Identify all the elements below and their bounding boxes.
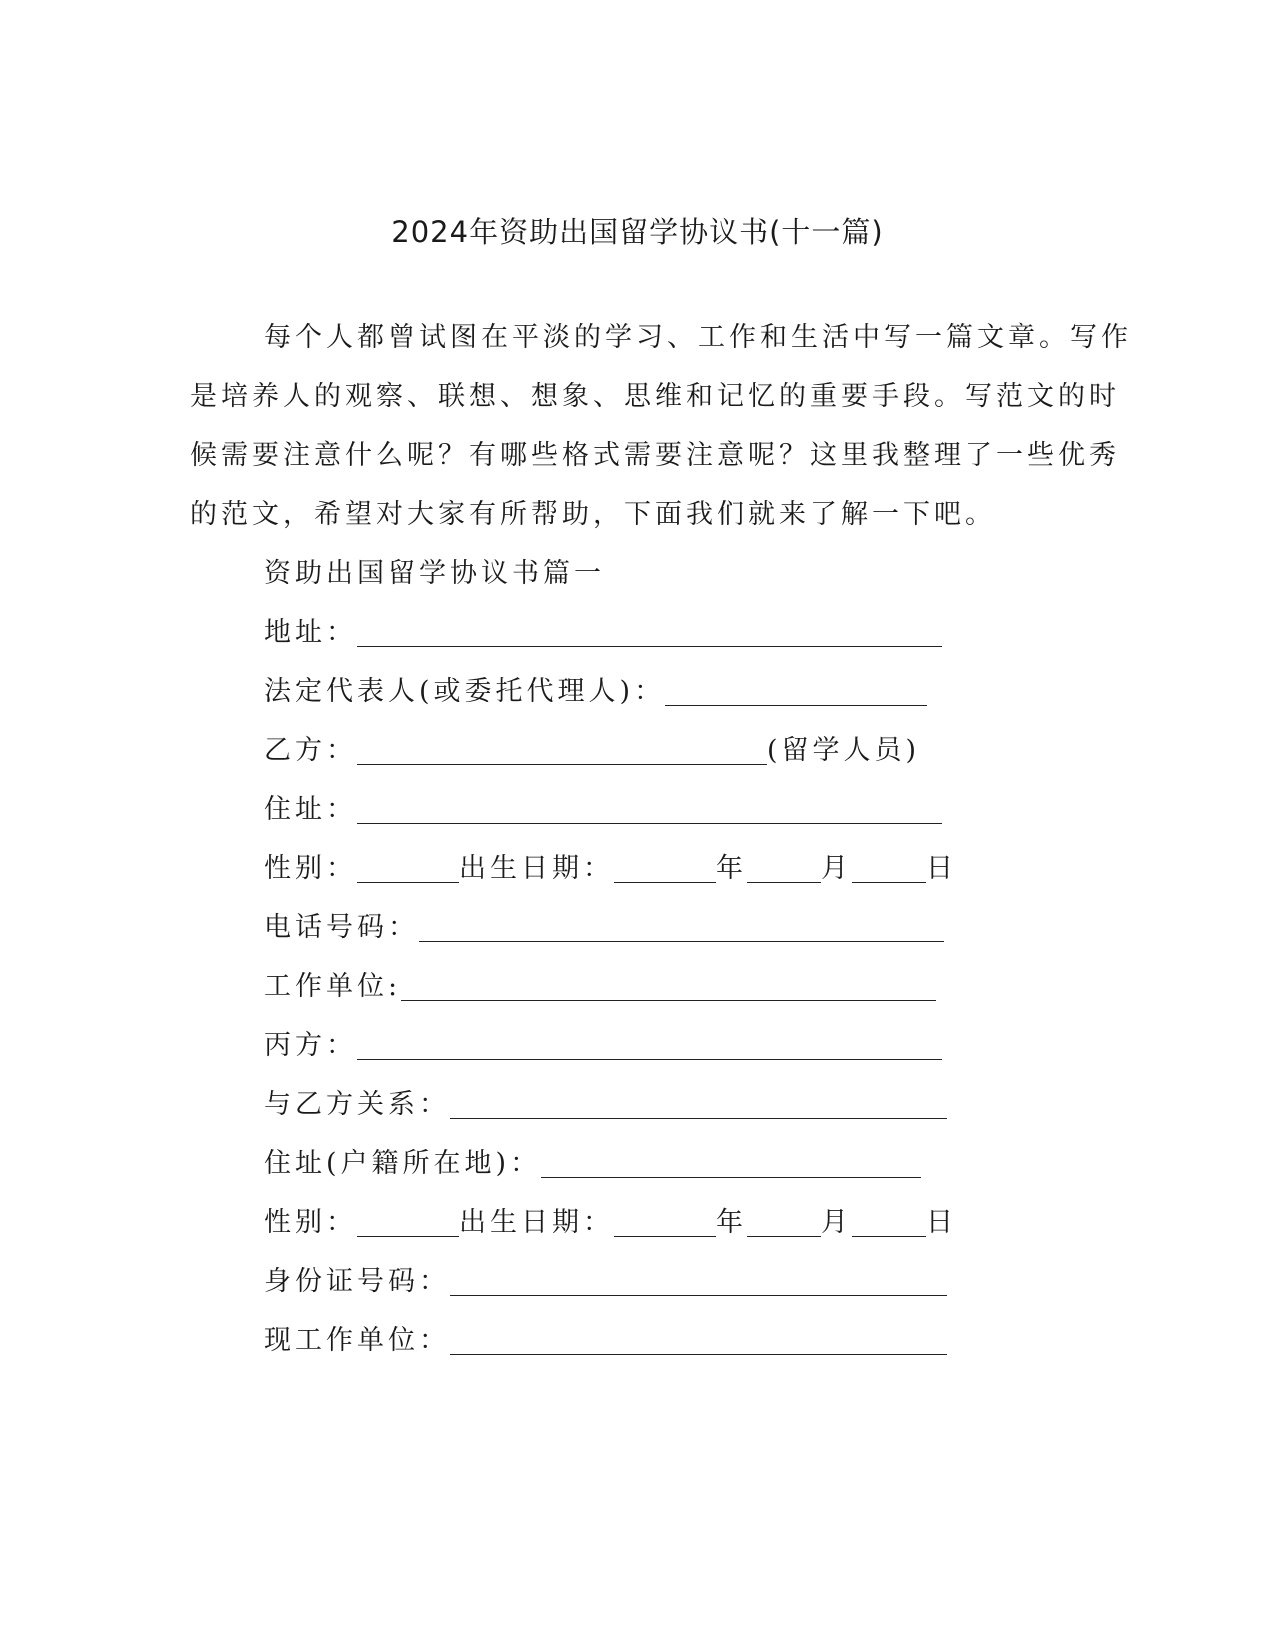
household-address-blank[interactable] <box>541 1147 921 1178</box>
year-label: 年 <box>716 853 747 884</box>
current-employer-field <box>264 1321 947 1361</box>
intro-line-2: 是培养人的观察、联想、想象、思维和记忆的重要手段。写范文的时 <box>190 381 1120 412</box>
birth-date-label-2: 出生日期： <box>459 1207 614 1238</box>
day-label: 日 <box>926 853 957 884</box>
birth-month-blank-2[interactable] <box>747 1206 821 1237</box>
relation-label: 与乙方关系： <box>264 1089 450 1120</box>
gender-blank[interactable] <box>357 852 459 883</box>
party-c-field <box>264 1026 942 1066</box>
birth-day-blank[interactable] <box>852 852 926 883</box>
party-b-blank[interactable] <box>357 734 767 765</box>
address-field <box>264 613 942 653</box>
household-address-label: 住址(户籍所在地)： <box>264 1148 542 1179</box>
party-b-note: (留学人员) <box>767 735 921 766</box>
year-label-2: 年 <box>716 1207 747 1238</box>
birth-month-blank[interactable] <box>747 852 821 883</box>
birth-year-blank[interactable] <box>614 852 716 883</box>
id-number-field <box>264 1262 947 1302</box>
legal-rep-blank[interactable] <box>665 675 927 706</box>
party-c-label: 丙方： <box>264 1030 357 1061</box>
day-label-2: 日 <box>926 1207 957 1238</box>
phone-field <box>264 908 944 948</box>
residence-blank[interactable] <box>357 793 942 824</box>
address-blank[interactable] <box>357 616 942 647</box>
id-number-blank[interactable] <box>450 1265 947 1296</box>
intro-line-4: 的范文，希望对大家有所帮助，下面我们就来了解一下吧。 <box>190 499 996 530</box>
current-employer-blank[interactable] <box>450 1324 947 1355</box>
employer-label: 工作单位: <box>264 971 402 1002</box>
month-label: 月 <box>821 853 852 884</box>
phone-blank[interactable] <box>419 911 944 942</box>
party-b-field <box>264 731 920 771</box>
legal-rep-label: 法定代表人(或委托代理人)： <box>264 676 666 707</box>
section-heading: 资助出国留学协议书篇一 <box>264 558 605 589</box>
gender-blank-2[interactable] <box>357 1206 459 1237</box>
birth-year-blank-2[interactable] <box>614 1206 716 1237</box>
residence-field <box>264 790 942 830</box>
birth-date-label: 出生日期： <box>459 853 614 884</box>
legal-rep-field <box>264 672 927 712</box>
intro-line-1: 每个人都曾试图在平淡的学习、工作和生活中写一篇文章。写作 <box>264 322 1132 353</box>
gender-label: 性别： <box>264 853 357 884</box>
relation-field <box>264 1085 947 1125</box>
birth-day-blank-2[interactable] <box>852 1206 926 1237</box>
household-address-field <box>264 1144 921 1184</box>
intro-line-3: 候需要注意什么呢？有哪些格式需要注意呢？这里我整理了一些优秀 <box>190 440 1120 471</box>
month-label-2: 月 <box>821 1207 852 1238</box>
gender-birth-field <box>264 849 957 889</box>
current-employer-label: 现工作单位： <box>264 1325 450 1356</box>
address-label: 地址： <box>264 617 357 648</box>
relation-blank[interactable] <box>450 1088 947 1119</box>
id-number-label: 身份证号码： <box>264 1266 450 1297</box>
phone-label: 电话号码： <box>264 912 419 943</box>
document-title: 2024年资助出国留学协议书(十一篇) <box>391 215 884 249</box>
gender-label-2: 性别： <box>264 1207 357 1238</box>
residence-label: 住址： <box>264 794 357 825</box>
gender-birth-field-2 <box>264 1203 957 1243</box>
party-c-blank[interactable] <box>357 1029 942 1060</box>
employer-field <box>264 967 936 1007</box>
employer-blank[interactable] <box>401 970 936 1001</box>
party-b-label: 乙方： <box>264 735 357 766</box>
